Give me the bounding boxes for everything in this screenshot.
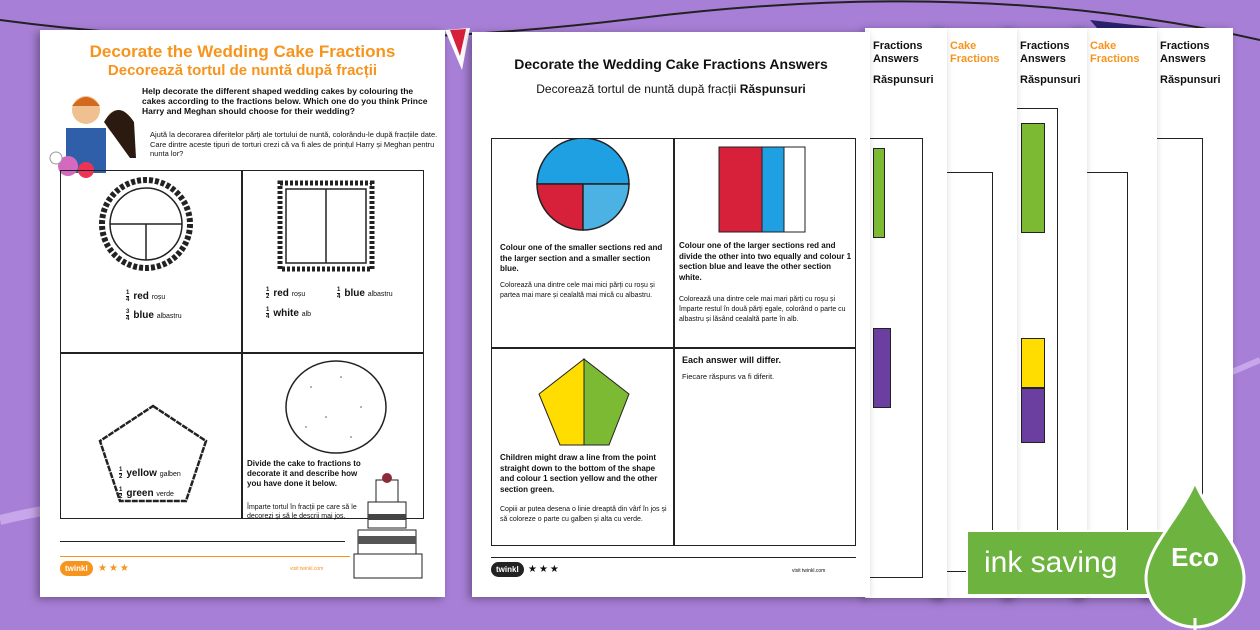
answers-subtitle: Decorează tortul de nuntă după fracții Răspunsuri (536, 82, 806, 96)
eco-label: Eco (1171, 542, 1219, 572)
divide-instructions-en: Divide the cake to fractions to decorate it and describe how you have done it below. (247, 459, 361, 488)
rectangle-cake (276, 179, 376, 274)
back-page-2: Cake Fractions (935, 28, 1017, 598)
back-page-3: Fractions Answers Răspunsuri (1005, 28, 1087, 598)
divide-instructions-ro: Împarte tortul în fracții pe care să le decorezi și să le descrii mai jos. (247, 504, 357, 520)
tiered-cake-illustration (352, 470, 424, 580)
q1-answer-ro: Colorează una dintre cele mai mici părți cu roșu și partea mai mare și cealaltă mai mică cu albastru. (500, 282, 655, 299)
round-cake (91, 176, 201, 271)
blank-round-cake (281, 357, 391, 457)
fraction-label: $\frac{1}{4}$ blue albastru (337, 287, 393, 300)
answers-page (472, 32, 870, 597)
instructions-ro: Ajută la decorarea diferitelor părți ale tortului de nuntă, colorându-le după fracțiile date. Care dintre aceste tipuri de torturi crezi că va fi ales de prințul Harry și Meghan pentru nunta lor? (150, 130, 438, 158)
answers-grid (491, 138, 856, 546)
rectangle-cake-answer (718, 146, 808, 236)
twinkl-logo: twinkl (491, 562, 524, 577)
fraction-label: $\frac{1}{2}$ green verde (119, 487, 174, 500)
footer-rule (60, 556, 350, 557)
worksheet-subtitle: Decorează tortul de nuntă după fracții (107, 62, 378, 79)
fraction-label: $\frac{1}{2}$ red roșu (266, 287, 306, 300)
fraction-label: $\frac{3}{4}$ blue albastru (126, 309, 182, 322)
q4-answer-en: Each answer will differ. (682, 355, 782, 365)
fraction-label: $\frac{1}{2}$ yellow galben (119, 467, 181, 480)
ink-saving-badge (966, 530, 1166, 596)
q2-answer-ro: Colorează una dintre cele mai mari părți cu roșu și împarte restul în două părți egale, colorând o parte cu albastru și lăsând cealaltă parte în alb. (679, 296, 846, 323)
q3-answer-ro: Copiii ar putea desena o linie dreaptă din vârf în jos și să coloreze o parte cu galben și alta cu verde. (500, 506, 667, 523)
harry-meghan-illustration (46, 88, 141, 178)
worksheet-title: Decorate the Wedding Cake Fractions (89, 42, 396, 61)
back-page-4: Cake Fractions (1075, 28, 1157, 598)
back-page-5: Fractions Answers Răspunsuri (1145, 28, 1233, 598)
answer-line (60, 541, 345, 542)
q4-answer-ro: Fiecare răspuns va fi diferit. (682, 372, 775, 381)
fraction-label: $\frac{1}{4}$ red roșu (126, 290, 166, 303)
difficulty-stars: ★★★ (98, 563, 131, 574)
instructions-en: Help decorate the different shaped wedding cakes by colouring the cakes according to the fractions below. Which one do you think Prince Harry and Meghan should choose for their wedding? (142, 86, 428, 116)
site-link[interactable]: visit twinkl.com (290, 566, 324, 572)
q3-answer-en: Children might draw a line from the point straight down to the bottom of the shape and colour 1 section yellow and the other section green. (500, 453, 658, 494)
round-cake-answer (534, 139, 634, 239)
fraction-label: $\frac{1}{4}$ white alb (266, 307, 312, 320)
difficulty-stars: ★★★ (528, 564, 561, 575)
answers-title: Decorate the Wedding Cake Fractions Answers (514, 56, 828, 72)
ink-saving-label: ink saving (984, 546, 1118, 579)
twinkl-logo: twinkl (60, 561, 93, 576)
cake-grid (60, 170, 424, 519)
back-page-1: Fractions Answers Răspunsuri (865, 28, 947, 598)
q1-answer-en: Colour one of the smaller sections red and the larger section and a smaller section blue. (500, 243, 663, 273)
worksheet-page (40, 30, 445, 597)
site-link[interactable]: visit twinkl.com (792, 568, 826, 574)
footer-rule (491, 557, 856, 558)
pentagon-cake-answer (537, 357, 632, 447)
q2-answer-en: Colour one of the larger sections red and divide the other into two equally and colour 1 section blue and leave the other section white. (679, 241, 852, 282)
